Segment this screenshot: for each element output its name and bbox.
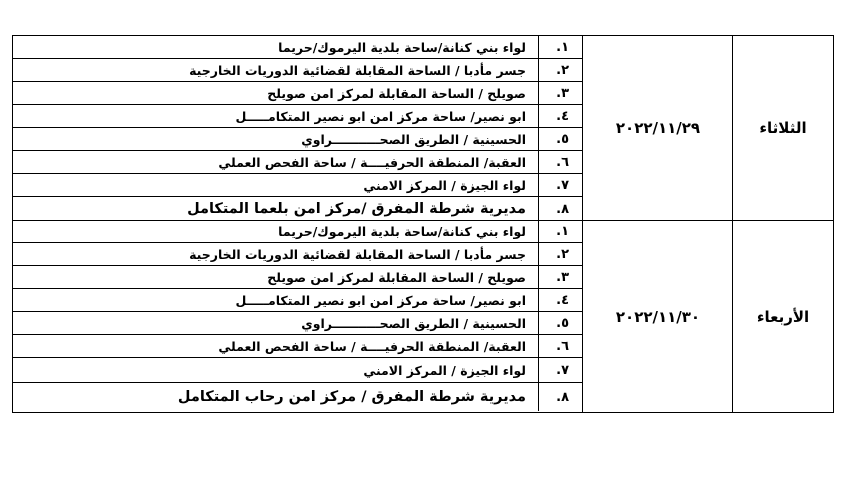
table-row (13, 358, 583, 383)
day-cell: الثلاثاء (732, 36, 833, 220)
schedule-table (12, 35, 834, 413)
row-number: ١. (538, 36, 583, 58)
table-row (13, 335, 583, 358)
day-group-wednesday (13, 221, 833, 412)
date-cell: ٢٠٢٢/١١/٢٩ (582, 36, 733, 220)
row-number: ٨. (538, 197, 583, 221)
location-text: لواء بني كنانة/ساحة بلدية اليرموك/حريما (278, 39, 526, 55)
location-text: الحسينية / الطريق الصحـــــــــــراوي (301, 131, 526, 147)
location-text: الحسينية / الطريق الصحـــــــــــراوي (301, 315, 526, 331)
row-number: ٧. (538, 174, 583, 196)
location-rows (13, 221, 583, 412)
table-row (13, 243, 583, 266)
table-row (13, 197, 583, 221)
location-text: صويلح / الساحة المقابلة لمركز امن صويلح (267, 269, 526, 285)
row-number: ٢. (538, 59, 583, 81)
table-row (13, 105, 583, 128)
row-number: ٢. (538, 243, 583, 265)
location-text: العقبة/ المنطقة الحرفيــــة / ساحة الفحص العملي (218, 338, 526, 354)
row-number: ٦. (538, 151, 583, 173)
table-row (13, 174, 583, 197)
row-number: ٧. (538, 358, 583, 382)
row-number: ٦. (538, 335, 583, 357)
row-number: ٣. (538, 266, 583, 288)
table-row (13, 383, 583, 411)
table-row (13, 36, 583, 59)
location-text: لواء الجيزة / المركز الامني (363, 362, 526, 378)
location-text: ابو نصير/ ساحة مركز امن ابو نصير المتكامـــــل (235, 292, 526, 308)
location-text: جسر مأدبا / الساحة المقابلة لقضائية الدوريات الخارجية (189, 62, 526, 78)
row-number: ٥. (538, 128, 583, 150)
date-cell: ٢٠٢٢/١١/٣٠ (582, 221, 733, 412)
location-text: لواء الجيزة / المركز الامني (363, 177, 526, 193)
table-row (13, 266, 583, 289)
table-row (13, 221, 583, 243)
table-row (13, 289, 583, 312)
table-row (13, 82, 583, 105)
row-number: ٣. (538, 82, 583, 104)
row-number: ٤. (538, 289, 583, 311)
table-row (13, 59, 583, 82)
table-row (13, 128, 583, 151)
location-text: لواء بني كنانة/ساحة بلدية اليرموك/حريما (278, 224, 526, 239)
row-number: ٤. (538, 105, 583, 127)
location-text: مديرية شرطة المفرق /مركز امن بلعما المتكامل (187, 201, 526, 217)
row-number: ١. (538, 221, 583, 242)
location-text: ابو نصير/ ساحة مركز امن ابو نصير المتكامـــــل (235, 108, 526, 124)
location-rows (13, 36, 583, 220)
table-row (13, 312, 583, 335)
location-text: جسر مأدبا / الساحة المقابلة لقضائية الدوريات الخارجية (189, 246, 526, 262)
row-number: ٥. (538, 312, 583, 334)
location-text: صويلح / الساحة المقابلة لمركز امن صويلح (267, 85, 526, 101)
day-cell: الأربعاء (732, 221, 833, 412)
day-group-tuesday (13, 36, 833, 221)
row-number: ٨. (538, 383, 583, 411)
location-text: مديرية شرطة المفرق / مركز امن رحاب المتكامل (177, 389, 526, 405)
location-text: العقبة/ المنطقة الحرفيــــة / ساحة الفحص العملي (218, 154, 526, 170)
table-row (13, 151, 583, 174)
